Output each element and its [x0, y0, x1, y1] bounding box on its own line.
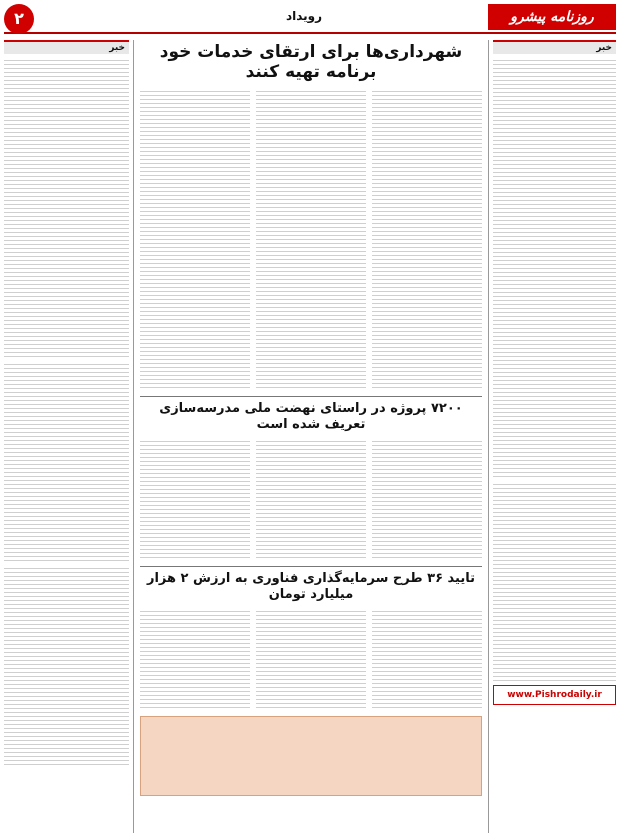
page-number: ۲ [4, 4, 34, 34]
left-column [4, 40, 134, 833]
left-column-body-placeholder [4, 57, 129, 357]
left-column-body-placeholder-3 [4, 565, 129, 765]
right-column-body-placeholder-2 [493, 481, 616, 681]
story3-body-placeholder [256, 608, 366, 708]
lead-body-col-placeholder [140, 88, 250, 388]
left-box-heading: خبر [4, 40, 129, 54]
story3-body-placeholder [372, 608, 482, 708]
story3-body-placeholder [140, 608, 250, 708]
lead-body-col-placeholder [372, 88, 482, 388]
bottom-colored-box [140, 716, 482, 796]
lead-story-body [140, 88, 482, 392]
center-column [140, 40, 482, 833]
story2-body-placeholder [140, 438, 250, 558]
right-column-body-placeholder [493, 57, 616, 477]
lead-headline: شهرداری‌ها برای ارتقای خدمات خود برنامه تهیه کنند [159, 42, 463, 82]
story2-body-placeholder [256, 438, 366, 558]
story3-body [140, 608, 482, 712]
divider [140, 396, 482, 397]
site-address: www.Pishrodaily.ir [493, 685, 616, 705]
divider [140, 566, 482, 567]
story2-headline: ۷۲۰۰ پروژه در راستای نهضت ملی مدرسه‌سازی تعریف شده است [159, 401, 463, 432]
lead-body-col-placeholder [256, 88, 366, 388]
story2-body [140, 438, 482, 562]
right-box-heading: خبر [493, 40, 616, 54]
story3-headline: تایید ۳۶ طرح سرمایه‌گذاری فناوری به ارزش ۲ هزار میلیارد تومان [146, 571, 476, 602]
left-column-body-placeholder-2 [4, 361, 129, 561]
masthead-logo: روزنامه پیشرو [488, 4, 616, 30]
section-title: رویداد [285, 9, 323, 23]
story2-body-placeholder [372, 438, 482, 558]
right-column [488, 40, 616, 833]
page-header [4, 4, 616, 34]
